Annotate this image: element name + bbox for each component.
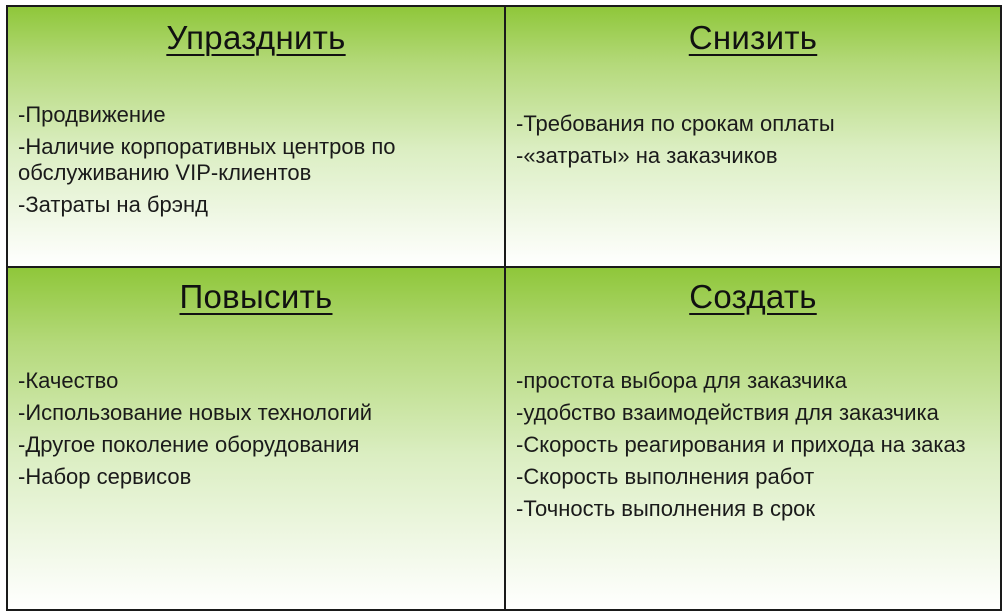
errc-grid <box>6 5 1002 611</box>
list-item: -удобство взаимодействия для заказчика <box>516 400 939 425</box>
quadrant-raise <box>8 268 504 609</box>
list-item: -Затраты на брэнд <box>18 192 208 217</box>
quadrant-title: Упразднить <box>166 19 346 56</box>
quadrant-eliminate <box>8 7 504 266</box>
list-item: -Требования по срокам оплаты <box>516 111 835 136</box>
quadrant-title: Снизить <box>688 19 818 56</box>
list-item: -«затраты» на заказчиков <box>516 143 778 168</box>
quadrant-title: Создать <box>689 278 817 315</box>
list-item: -простота выбора для заказчика <box>516 368 847 393</box>
list-item: -Скорость выполнения работ <box>516 464 815 489</box>
list-item: -Наличие корпоративных центров по обслуживанию VIP-клиентов <box>18 134 396 185</box>
list-item: -Другое поколение оборудования <box>18 432 360 457</box>
quadrant-item-list <box>18 102 496 224</box>
list-item: -Скорость реагирования и прихода на заказ <box>516 432 966 457</box>
quadrant-item-list <box>18 368 496 496</box>
quadrant-title: Повысить <box>179 278 333 315</box>
quadrant-reduce <box>506 7 1000 266</box>
list-item: -Качество <box>18 368 119 393</box>
quadrant-create <box>506 268 1000 609</box>
list-item: -Продвижение <box>18 102 166 127</box>
list-item: -Использование новых технологий <box>18 400 373 425</box>
quadrant-item-list <box>516 111 992 175</box>
list-item: -Точность выполнения в срок <box>516 496 816 521</box>
list-item: -Набор сервисов <box>18 464 192 489</box>
quadrant-item-list <box>516 368 992 528</box>
